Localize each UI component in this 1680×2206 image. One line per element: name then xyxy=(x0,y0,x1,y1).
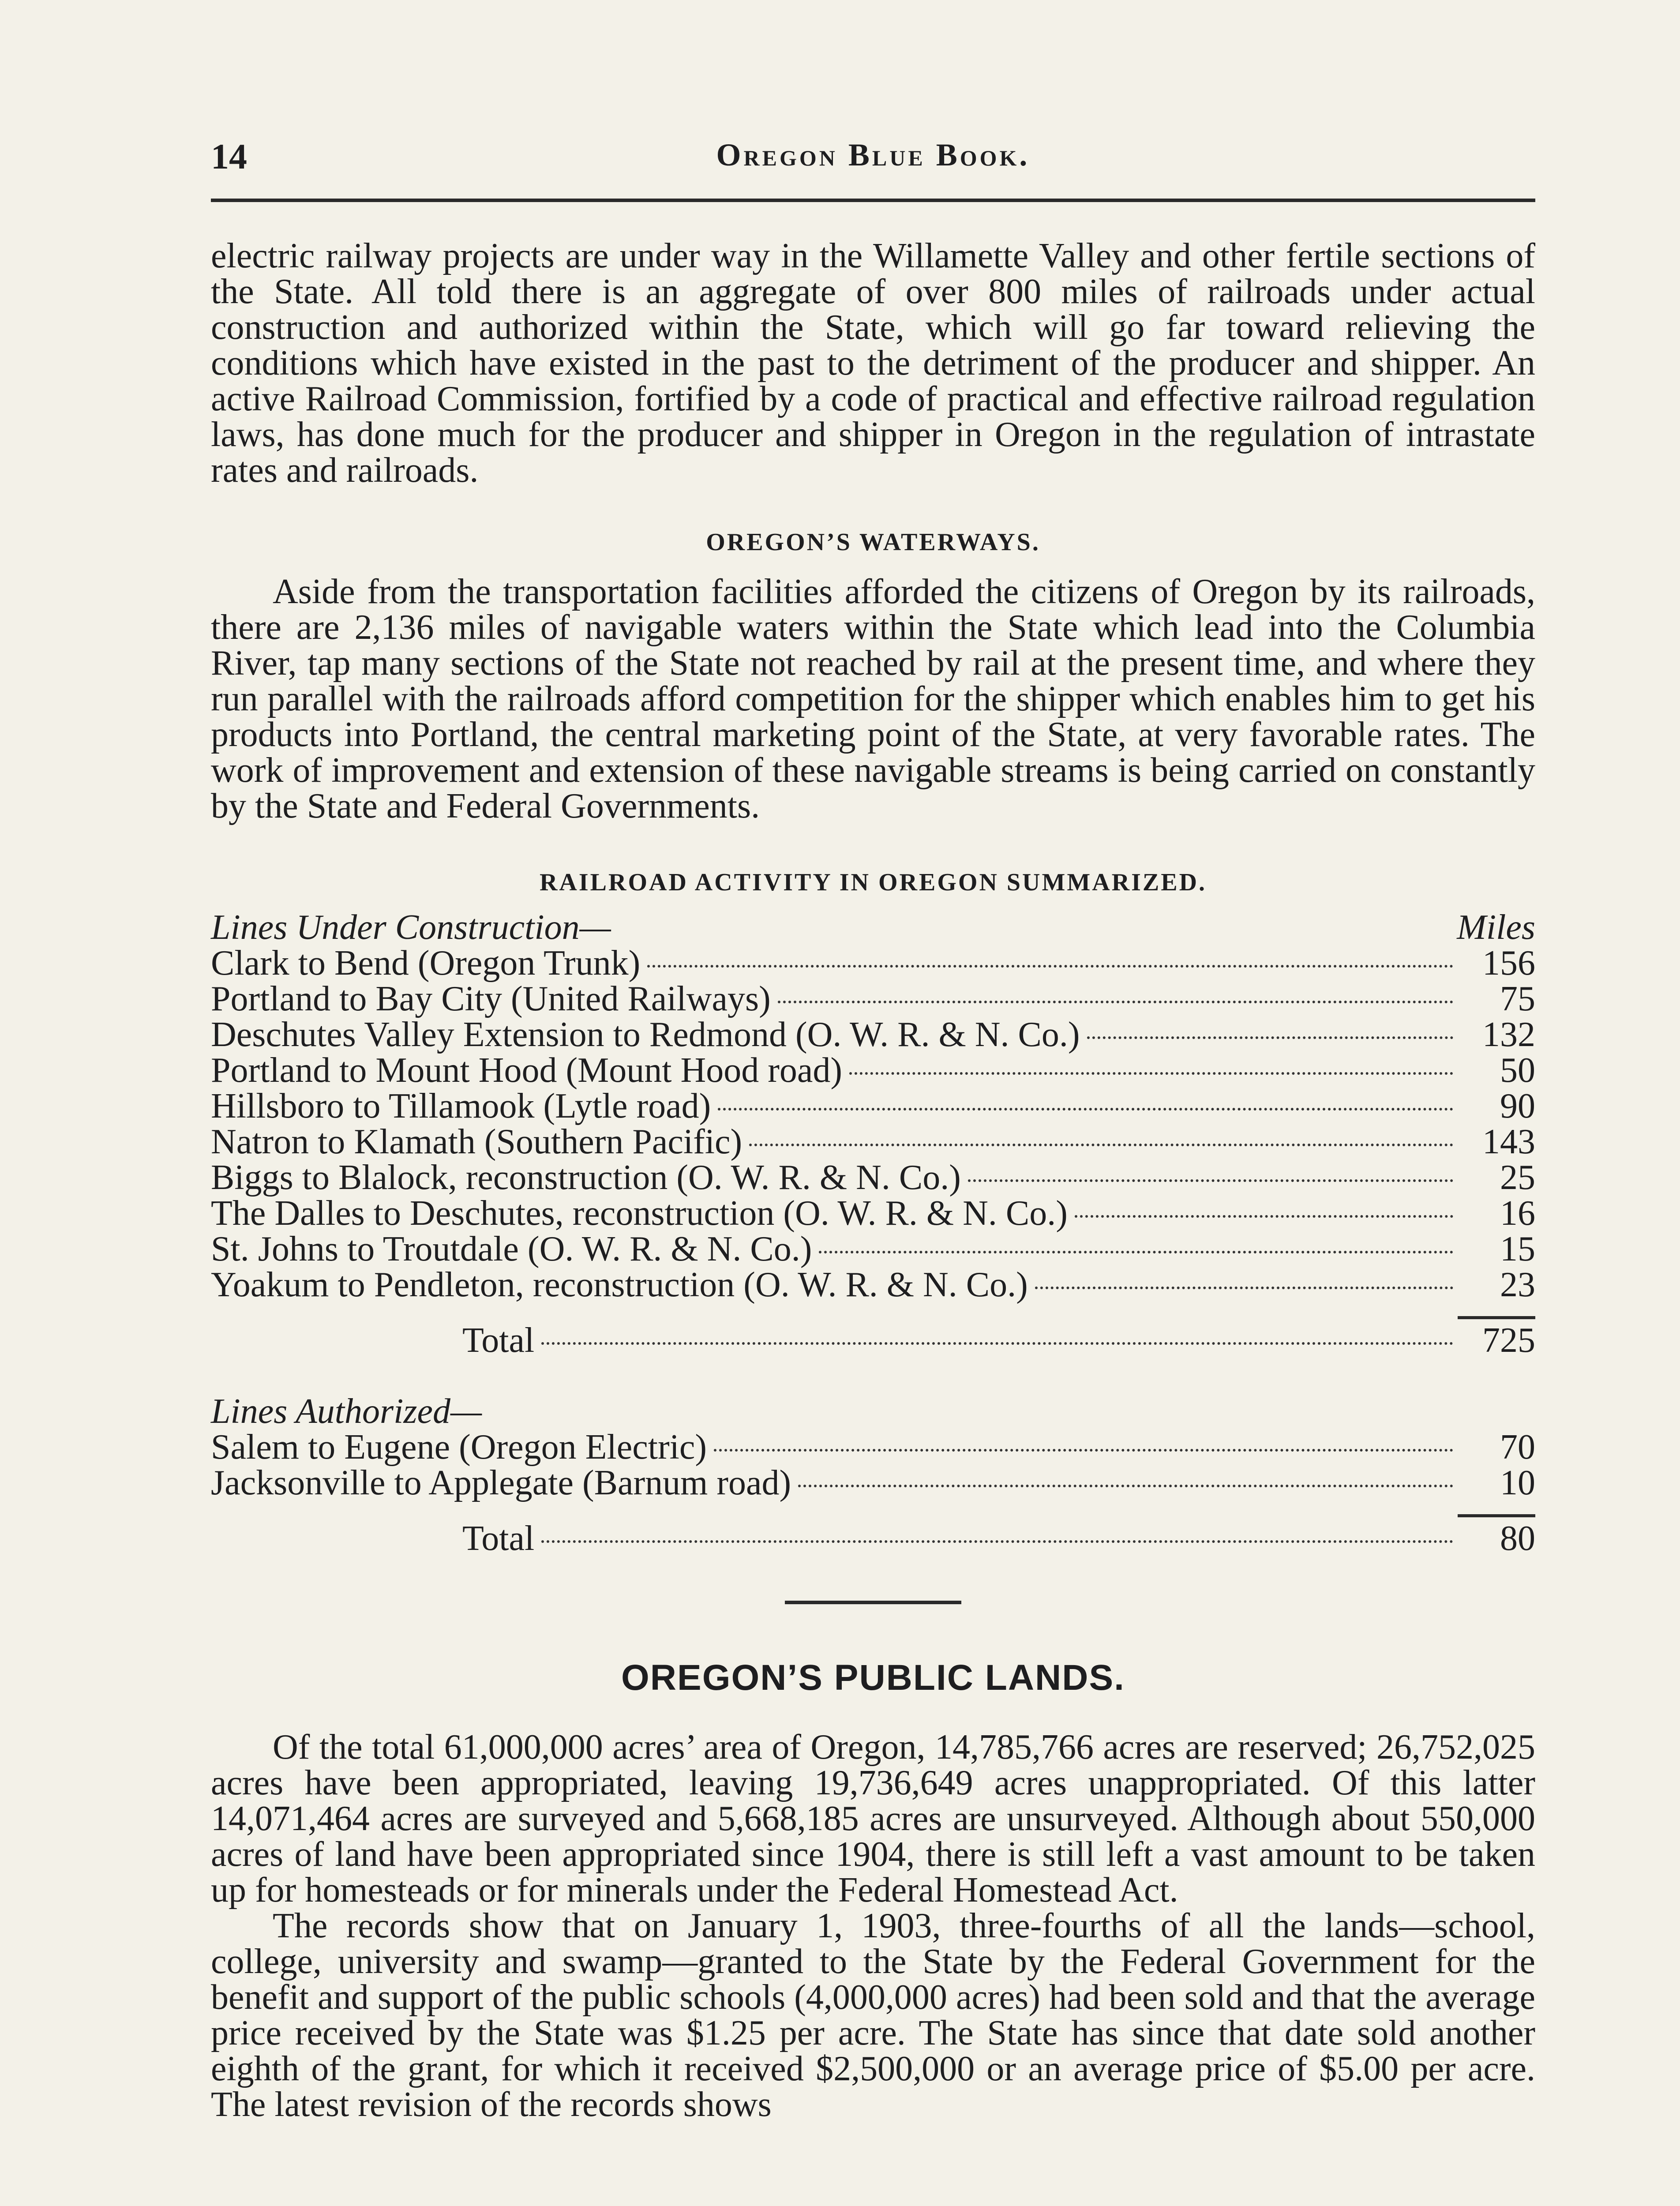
dot-leader xyxy=(798,1485,1453,1487)
row-line: Hillsboro to Tillamook (Lytle road) xyxy=(211,1087,711,1126)
row-miles: 10 xyxy=(1500,1463,1535,1502)
sum-rule xyxy=(1458,1316,1535,1319)
table-row xyxy=(211,1053,1535,1088)
table-row xyxy=(211,1124,1535,1160)
row-miles: 143 xyxy=(1482,1122,1535,1161)
row-line: Portland to Bay City (United Railways) xyxy=(211,979,771,1018)
dot-leader xyxy=(749,1144,1453,1146)
dot-leader xyxy=(1075,1215,1453,1218)
row-miles: 156 xyxy=(1482,944,1535,983)
row-miles: 23 xyxy=(1500,1265,1535,1304)
row-line: Deschutes Valley Extension to Redmond (O. W. R. & N. Co.) xyxy=(211,1015,1080,1054)
total-miles: 80 xyxy=(1500,1519,1535,1558)
section-divider xyxy=(785,1601,961,1604)
table-row xyxy=(211,1017,1535,1053)
row-miles: 50 xyxy=(1500,1051,1535,1090)
table-row xyxy=(211,1196,1535,1231)
dot-leader xyxy=(819,1251,1453,1253)
row-miles: 25 xyxy=(1500,1158,1535,1197)
railroad-table-header xyxy=(211,910,1535,945)
row-miles: 90 xyxy=(1500,1087,1535,1126)
row-line: Clark to Bend (Oregon Trunk) xyxy=(211,944,641,983)
construction-total-row xyxy=(211,1323,1535,1358)
table-row xyxy=(211,1088,1535,1124)
waterways-paragraph: Aside from the transportation facilities afforded the citizens of Oregon by its railroads, there are 2,136 miles of navigable waters within the State which lead into the Columbia River, tap many sections of the State not reached by rail at the present time, and where they run parallel with the railroads afford competition for the shipper which enables him to get his products into Portland, the central marketing point of the State, at very favorable rates. The work of improvement and extension of these navigable streams is being carried on constantly by the State and Federal Governments. xyxy=(211,572,1535,825)
public-lands-heading: OREGON’S PUBLIC LANDS. xyxy=(621,1658,1125,1698)
dot-leader xyxy=(718,1108,1453,1111)
row-line: Salem to Eugene (Oregon Electric) xyxy=(211,1428,707,1467)
page-number: 14 xyxy=(211,136,247,176)
table-row xyxy=(211,981,1535,1017)
waterways-heading: OREGON’S WATERWAYS. xyxy=(706,529,1040,556)
row-miles: 132 xyxy=(1482,1015,1535,1054)
row-line: Biggs to Blalock, reconstruction (O. W. R. & N. Co.) xyxy=(211,1158,961,1197)
dot-leader xyxy=(714,1449,1453,1452)
table-row xyxy=(211,945,1535,981)
running-head: Oregon Blue Book. xyxy=(716,137,1030,173)
dot-leader xyxy=(1035,1287,1453,1289)
dot-leader xyxy=(849,1072,1453,1075)
intro-paragraph: electric railway projects are under way in the Willamette Valley and other fertile sections of the State. All told there is an aggregate of over 800 miles of railroads under actual construction and authorized within the State, which will go far toward relieving the conditions which have existed in the past to the detriment of the producer and shipper. An active Railroad Commission, fortified by a code of practical and effective railroad regulation laws, has done much for the producer and shipper in Oregon in the regulation of intrastate rates and railroads. xyxy=(211,236,1535,490)
row-miles: 15 xyxy=(1500,1230,1535,1268)
total-miles: 725 xyxy=(1482,1321,1535,1360)
row-line: Natron to Klamath (Southern Pacific) xyxy=(211,1122,742,1161)
sum-rule xyxy=(1458,1514,1535,1517)
dot-leader xyxy=(541,1540,1453,1543)
table-row xyxy=(211,1231,1535,1267)
public-lands-paragraph-1: Of the total 61,000,000 acres’ area of Oregon, 14,785,766 acres are reserved; 26,752,025 acres have been appropriated, leaving 19,736,649 acres unappropriated. Of this latter 14,071,464 acres are surveyed and 5,668,185 acres are unsurveyed. Although about 550,000 acres of land have been appropriated since 1904, there is still left a vast amount to be taken up for homesteads or for minerals under the Federal Homestead Act. xyxy=(211,1728,1535,1910)
dot-leader xyxy=(541,1342,1453,1345)
miles-column-head: Miles xyxy=(1457,908,1535,947)
row-line: Jacksonville to Applegate (Barnum road) xyxy=(211,1463,791,1502)
row-line: The Dalles to Deschutes, reconstruction (O. W. R. & N. Co.) xyxy=(211,1194,1068,1233)
row-line: Yoakum to Pendleton, reconstruction (O. W. R. & N. Co.) xyxy=(211,1265,1028,1304)
table-row xyxy=(211,1465,1535,1501)
table-row xyxy=(211,1160,1535,1196)
dot-leader xyxy=(778,1001,1453,1003)
total-label: Total xyxy=(462,1519,535,1558)
table-row xyxy=(211,1429,1535,1465)
page-header xyxy=(211,132,1535,202)
authorized-head: Lines Authorized— xyxy=(211,1392,482,1431)
row-line: Portland to Mount Hood (Mount Hood road) xyxy=(211,1051,843,1090)
table-row xyxy=(211,1267,1535,1303)
row-miles: 75 xyxy=(1500,979,1535,1018)
dot-leader xyxy=(968,1179,1453,1182)
dot-leader xyxy=(647,965,1453,968)
railroad-table-heading: RAILROAD ACTIVITY IN OREGON SUMMARIZED. xyxy=(539,869,1207,896)
dot-leader xyxy=(1087,1036,1454,1039)
construction-rows xyxy=(211,945,1535,1303)
row-miles: 70 xyxy=(1500,1428,1535,1467)
public-lands-paragraph-2: The records show that on January 1, 1903, three-fourths of all the lands—school, college, university and swamp—granted to the State by the Federal Government for the benefit and support of the public schools (4,000,000 acres) had been sold and that the average price received by the State was $1.25 per acre. The State has since that date sold another eighth of the grant, for which it received $2,500,000 or an average price of $5.00 per acre. The latest revision of the records shows xyxy=(211,1906,1535,2124)
page-content xyxy=(211,238,1535,2123)
total-label: Total xyxy=(462,1321,535,1360)
row-miles: 16 xyxy=(1500,1194,1535,1233)
row-line: St. Johns to Troutdale (O. W. R. & N. Co.) xyxy=(211,1230,812,1268)
construction-column-head: Lines Under Construction— xyxy=(211,908,611,947)
authorized-total-row xyxy=(211,1521,1535,1557)
